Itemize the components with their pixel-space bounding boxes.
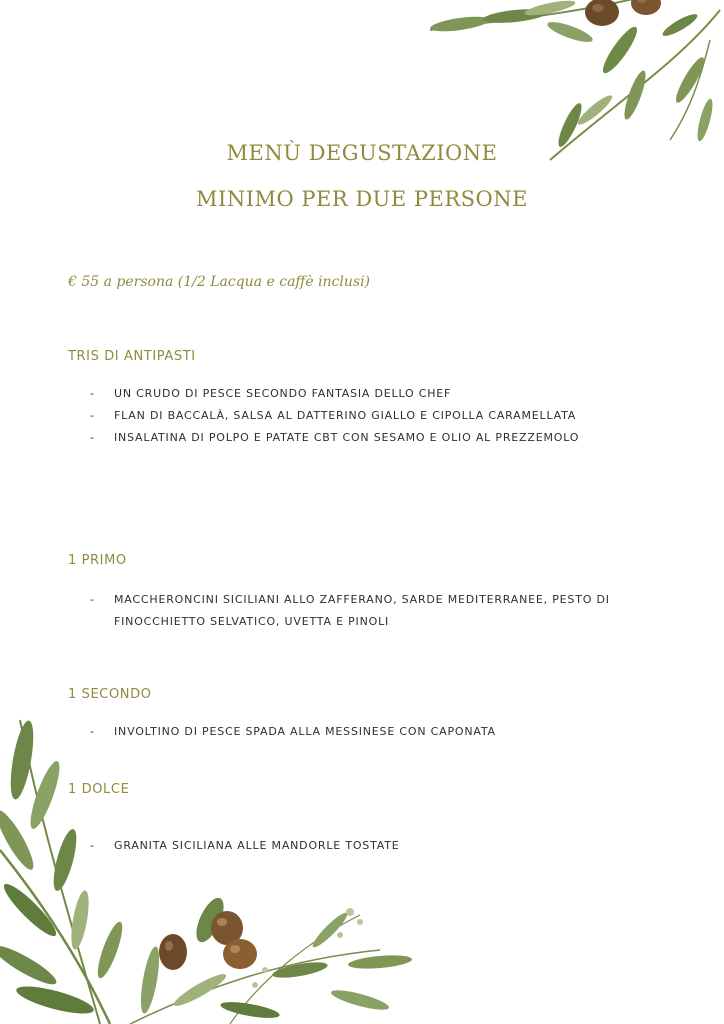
olive-branch-bottom-left-icon	[0, 700, 430, 1024]
secondo-list	[90, 721, 654, 743]
price-line: € 55 a persona (1/2 Lacqua e caffè inclusi)	[68, 274, 371, 290]
list-item: - INSALATINA DI POLPO E PATATE CBT CON SESAMO E OLIO AL PREZZEMOLO	[90, 427, 584, 449]
section-heading-secondo: 1 SECONDO	[68, 687, 152, 702]
list-item: - UN CRUDO DI PESCE SECONDO FANTASIA DELLO CHEF	[90, 383, 654, 405]
menu-title: MENÙ DEGUSTAZIONE	[226, 141, 498, 165]
dolce-list	[90, 835, 654, 857]
list-item: - INVOLTINO DI PESCE SPADA ALLA MESSINESE CON CAPONATA	[90, 721, 654, 743]
section-heading-dolce: 1 DOLCE	[68, 782, 130, 797]
section-heading-antipasti: TRIS DI ANTIPASTI	[68, 349, 196, 364]
list-item: - FLAN DI BACCALÀ, SALSA AL DATTERINO GIALLO E CIPOLLA CARAMELLATA	[90, 405, 584, 427]
primo-list	[90, 589, 644, 633]
list-item: - MACCHERONCINI SICILIANI ALLO ZAFFERANO, SARDE MEDITERRANEE, PESTO DI FINOCCHIETTO SELVATICO, UVETTA E PINOLI	[90, 589, 644, 633]
section-heading-primo: 1 PRIMO	[68, 553, 127, 568]
list-item: - GRANITA SICILIANA ALLE MANDORLE TOSTATE	[90, 835, 654, 857]
antipasti-list	[90, 383, 654, 449]
menu-subtitle: MINIMO PER DUE PERSONE	[196, 187, 528, 211]
